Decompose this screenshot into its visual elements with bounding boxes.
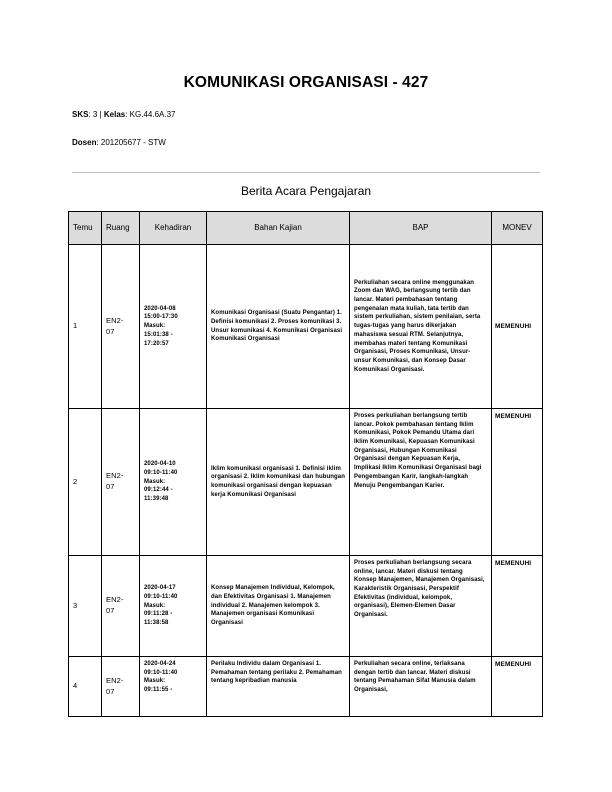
table-header-row [69,212,543,245]
dosen-label: Dosen [72,138,97,147]
section-title: Berita Acara Pengajaran [240,184,372,198]
dosen-value: : 201205677 - STW [96,138,166,147]
kelas-value: : KG.44.6A.37 [125,110,176,119]
cell-bahan-kajian: Iklim komunikasi organisasi 1. Definisi iklim organisasi 2. Iklim komunikasi dan hubungan komunikasi organisasi dengan kepuasan kerja Komunikasi Organisasi [207,409,350,556]
table-row [69,657,543,717]
sks-label: SKS [72,110,89,119]
kelas-label: Kelas [103,110,126,119]
teaching-report-table [68,211,543,717]
cell-temu: 2 [69,409,102,556]
table-row [69,556,543,657]
divider [72,172,540,173]
cell-temu: 3 [69,556,102,657]
cell-monev: MEMENUHI [492,409,543,556]
table-row [69,409,543,556]
cell-kehadiran: 2020-04-08 15:00-17:30 Masuk: 15:01:38 - 17:20:57 [140,245,207,409]
cell-bap: Perkuliahan secara online, terlaksana dengan tertib dan lancar. Materi diskusi tentang Pemahaman Sifat Manusia dalam Organisasi, [350,657,492,717]
cell-temu: 4 [69,657,102,717]
sks-value: : 3 | [88,110,104,119]
cell-monev: MEMENUHI [492,556,543,657]
cell-bahan-kajian: Perilaku Individu dalam Organisasi 1. Pemahaman tentang perilaku 2. Pemahaman tentang kepribadian manusia [207,657,350,717]
cell-bahan-kajian: Komunikasi Organisasi (Suatu Pengantar) 1. Definisi komunikasi 2. Proses komunikasi 3. Unsur komunikasi 4. Komunikasi Organisasi Komunikasi Organisasi [207,245,350,409]
cell-ruang: EN2- 07 [102,409,140,556]
lecturer-meta [72,138,166,147]
header-kehadiran: Kehadiran [140,212,207,245]
cell-bap: Proses perkuliahan berlangsung tertib lancar. Pokok pembahasan tentang Iklim Komunikasi, Pokok Pemandu Utama dari Iklim Komunikasi, Kepuasan Komunikasi Organisasi, Hubungan Komunikasi Organisasi dengan Kepuasan Kerja, Implikasi Iklim Komunikasi Organisasi bagi Pengembangan Karir, langkah-langkah Menuju Pengembangan Karier. [350,409,492,556]
page-title: KOMUNIKASI ORGANISASI - 427 [183,74,429,91]
header-bahan-kajian: Bahan Kajian [207,212,350,245]
cell-ruang: EN2- 07 [102,245,140,409]
table-row [69,245,543,409]
cell-bap: Perkuliahan secara online menggunakan Zoom dan WAG, berlangsung tertib dan lancar. Materi pembahasan tentang pengenalan mata kuliah, tata tertib dan sistem perkuliahan, sistem penilaian, serta tugas-tugas yang harus dikerjakan mahasiswa sesuai RTM. Selanjutnya, membahas materi tentang Komunikasi Organisasi, Proses Komunikasi, Unsur-unsur Komunikasi, dan Konsep Dasar Komunikasi Organisasi. [350,245,492,409]
cell-monev: MEMENUHI [492,657,543,717]
cell-monev: MEMENUHI [492,245,543,409]
cell-bap: Proses perkuliahan berlangsung secara online, lancar. Materi diskusi tentang Konsep Manajemen, Manajemen Organisasi, Karakteristik Organisasi, Perspektif Efektivitas (individual, kelompok, organisasi), Elemen-Elemen Dasar Organisasi. [350,556,492,657]
header-ruang: Ruang [102,212,140,245]
cell-kehadiran: 2020-04-24 09:10-11:40 Masuk: 09:11:55 - [140,657,207,717]
header-temu: Temu [69,212,102,245]
cell-kehadiran: 2020-04-10 09:10-11:40 Masuk: 09:12:44 - 11:39:48 [140,409,207,556]
cell-kehadiran: 2020-04-17 09:10-11:40 Masuk: 09:11:28 - 11:38:58 [140,556,207,657]
cell-ruang: EN2- 07 [102,556,140,657]
cell-bahan-kajian: Konsep Manajemen Individual, Kelompok, dan Efektivitas Organisasi 1. Manajemen individual 2. Manajemen kelompok 3. Manajemen organisasi Komunikasi Organisasi [207,556,350,657]
header-bap: BAP [350,212,492,245]
cell-ruang: EN2- 07 [102,657,140,717]
header-monev: MONEV [492,212,543,245]
course-meta [72,110,176,119]
cell-temu: 1 [69,245,102,409]
